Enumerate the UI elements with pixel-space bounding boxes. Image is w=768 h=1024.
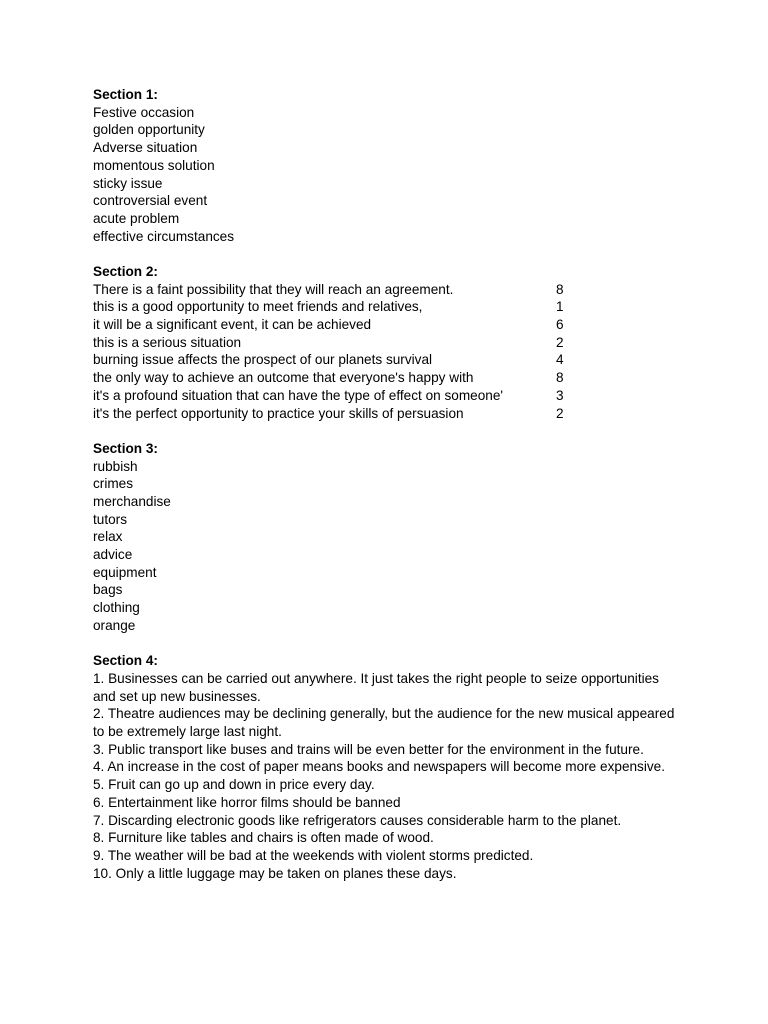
section-4-item: 10. Only a little luggage may be taken on planes these days.: [93, 865, 457, 881]
section-1: [93, 86, 693, 245]
section-1-item: sticky issue: [93, 175, 163, 191]
section-3-item: crimes: [93, 476, 134, 492]
section-2-row-number: 8: [556, 370, 564, 386]
section-2-row-text: burning issue affects the prospect of our planets survival: [93, 352, 433, 368]
section-2: [93, 263, 693, 422]
section-3-item: equipment: [93, 564, 157, 580]
section-4-item: 8. Furniture like tables and chairs is often made of wood.: [93, 830, 434, 846]
section-1-item: controversial event: [93, 193, 208, 209]
section-2-row-number: 4: [556, 352, 564, 368]
section-4: [93, 652, 693, 882]
section-2-row-text: There is a faint possibility that they will reach an agreement.: [93, 281, 454, 297]
section-1-item: Adverse situation: [93, 140, 198, 156]
section-2-row-number: 6: [556, 317, 564, 333]
section-3-heading: Section 3:: [93, 440, 158, 456]
section-3-item: advice: [93, 547, 133, 563]
section-4-heading: Section 4:: [93, 653, 158, 669]
section-4-item: 6. Entertainment like horror films should be banned: [93, 794, 401, 810]
section-1-item: acute problem: [93, 210, 180, 226]
section-2-row: [93, 387, 693, 405]
section-3-item: tutors: [93, 511, 127, 527]
section-2-row-text: the only way to achieve an outcome that everyone's happy with: [93, 370, 474, 386]
section-2-row: [93, 281, 693, 299]
section-1-item: effective circumstances: [93, 228, 235, 244]
section-2-row: [93, 351, 693, 369]
section-2-row-number: 3: [556, 387, 564, 403]
section-2-row: [93, 298, 693, 316]
section-2-row-number: 8: [556, 281, 564, 297]
section-2-row: [93, 405, 693, 423]
section-4-item: 5. Fruit can go up and down in price every day.: [93, 777, 375, 793]
section-4-item: 4. An increase in the cost of paper means books and newspapers will become more expensive.: [93, 759, 666, 775]
section-3-item: orange: [93, 617, 136, 633]
section-3-item: relax: [93, 529, 123, 545]
section-2-heading: Section 2:: [93, 264, 158, 279]
section-3-item: merchandise: [93, 493, 171, 509]
section-4-item: 7. Discarding electronic goods like refrigerators causes considerable harm to the planet.: [93, 812, 622, 828]
section-1-item: momentous solution: [93, 157, 215, 173]
section-4-item: 9. The weather will be bad at the weekends with violent storms predicted.: [93, 848, 534, 863]
section-3-item: rubbish: [93, 458, 138, 474]
section-1-item: golden opportunity: [93, 122, 205, 138]
section-2-row-text: it's the perfect opportunity to practice your skills of persuasion: [93, 405, 464, 421]
section-2-row-number: 2: [556, 405, 564, 421]
section-2-row-number: 2: [556, 334, 564, 350]
section-4-item: 3. Public transport like buses and trains will be even better for the environment in the future.: [93, 741, 644, 757]
section-2-row: [93, 334, 693, 352]
section-2-row: [93, 369, 693, 387]
section-2-row-text: it's a profound situation that can have the type of effect on someone': [93, 387, 504, 403]
section-3: [93, 440, 693, 635]
section-2-row-text: it will be a significant event, it can be achieved: [93, 317, 372, 333]
section-3-item: bags: [93, 582, 123, 598]
section-2-row-text: this is a good opportunity to meet friends and relatives,: [93, 299, 423, 315]
section-4-item: 2. Theatre audiences may be declining generally, but the audience for the new musical appeared to be extremely large last night.: [93, 706, 675, 740]
section-1-item: Festive occasion: [93, 104, 195, 120]
section-2-row-text: this is a serious situation: [93, 334, 242, 350]
section-3-item: clothing: [93, 600, 140, 616]
section-2-row: [93, 316, 693, 334]
section-4-item: 1. Businesses can be carried out anywhere. It just takes the right people to seize opportunities and set up new businesses.: [93, 670, 659, 704]
section-2-row-number: 1: [556, 299, 564, 315]
document-page: [93, 86, 693, 882]
section-1-heading: Section 1:: [93, 87, 158, 102]
